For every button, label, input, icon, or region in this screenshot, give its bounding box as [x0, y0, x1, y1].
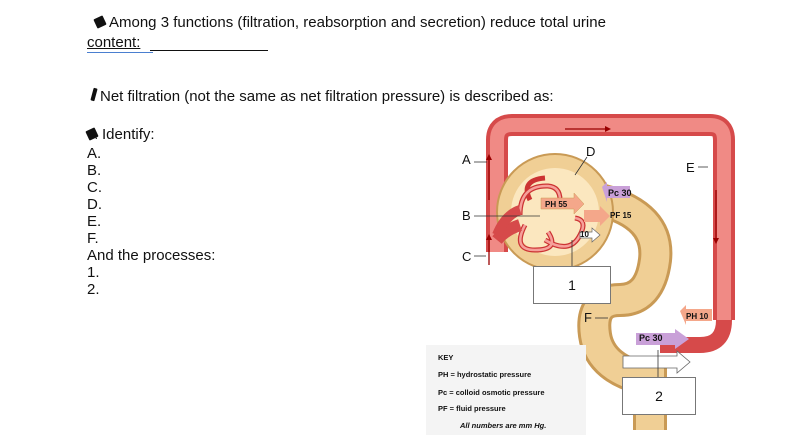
process-1: 1. [87, 264, 100, 281]
letter-a: A. [87, 145, 102, 162]
question-2 [92, 88, 554, 106]
answer-box-2-label: 2 [655, 388, 663, 404]
bullet-icon [93, 15, 106, 28]
letter-e: E. [87, 213, 102, 230]
answer-box-1[interactable] [533, 266, 611, 304]
key-pf: PF = fluid pressure [438, 404, 506, 413]
processes-label: And the processes: [87, 247, 216, 264]
label-a: A [462, 152, 471, 167]
key-title: KEY [438, 353, 454, 362]
label-f: F [584, 310, 592, 325]
pressure-pc-peri: Pc 30 [639, 333, 663, 343]
label-e: E [686, 160, 695, 175]
bullet-icon [90, 88, 97, 102]
key-ph: PH = hydrostatic pressure [438, 370, 532, 379]
question-1 [95, 14, 606, 32]
letter-c: C. [87, 179, 102, 196]
process-2: 2. [87, 281, 100, 298]
answer-blank-1[interactable] [150, 50, 268, 51]
letter-list [87, 145, 215, 298]
label-b: B [462, 208, 471, 223]
blue-underline [87, 52, 153, 53]
question-3 [87, 126, 155, 144]
letter-f: F. [87, 230, 99, 247]
question-3-text: Identify: [102, 126, 155, 143]
pressure-net: 10 [580, 230, 589, 239]
pressure-ph-peri: PH 10 [686, 312, 709, 321]
letter-b: B. [87, 162, 102, 179]
question-2-text: Net filtration (not the same as net filtration pressure) is described as: [100, 88, 554, 105]
pressure-pc-glom: Pc 30 [608, 188, 632, 198]
question-1-line-2 [87, 34, 140, 52]
pressure-pf-glom: PF 15 [610, 211, 632, 220]
key-panel [426, 345, 586, 435]
key-pc: Pc = colloid osmotic pressure [438, 388, 545, 397]
answer-box-2[interactable] [622, 377, 696, 415]
pressure-ph-glom: PH 55 [545, 200, 568, 209]
letter-d: D. [87, 196, 102, 213]
question-1-text: Among 3 functions (filtration, reabsorption and secretion) reduce total urine [109, 14, 606, 31]
label-c: C [462, 249, 472, 264]
answer-box-1-label: 1 [568, 277, 576, 293]
key-note: All numbers are mm Hg. [460, 421, 547, 430]
question-1-text-2: content: [87, 34, 141, 51]
label-d: D [586, 144, 596, 159]
